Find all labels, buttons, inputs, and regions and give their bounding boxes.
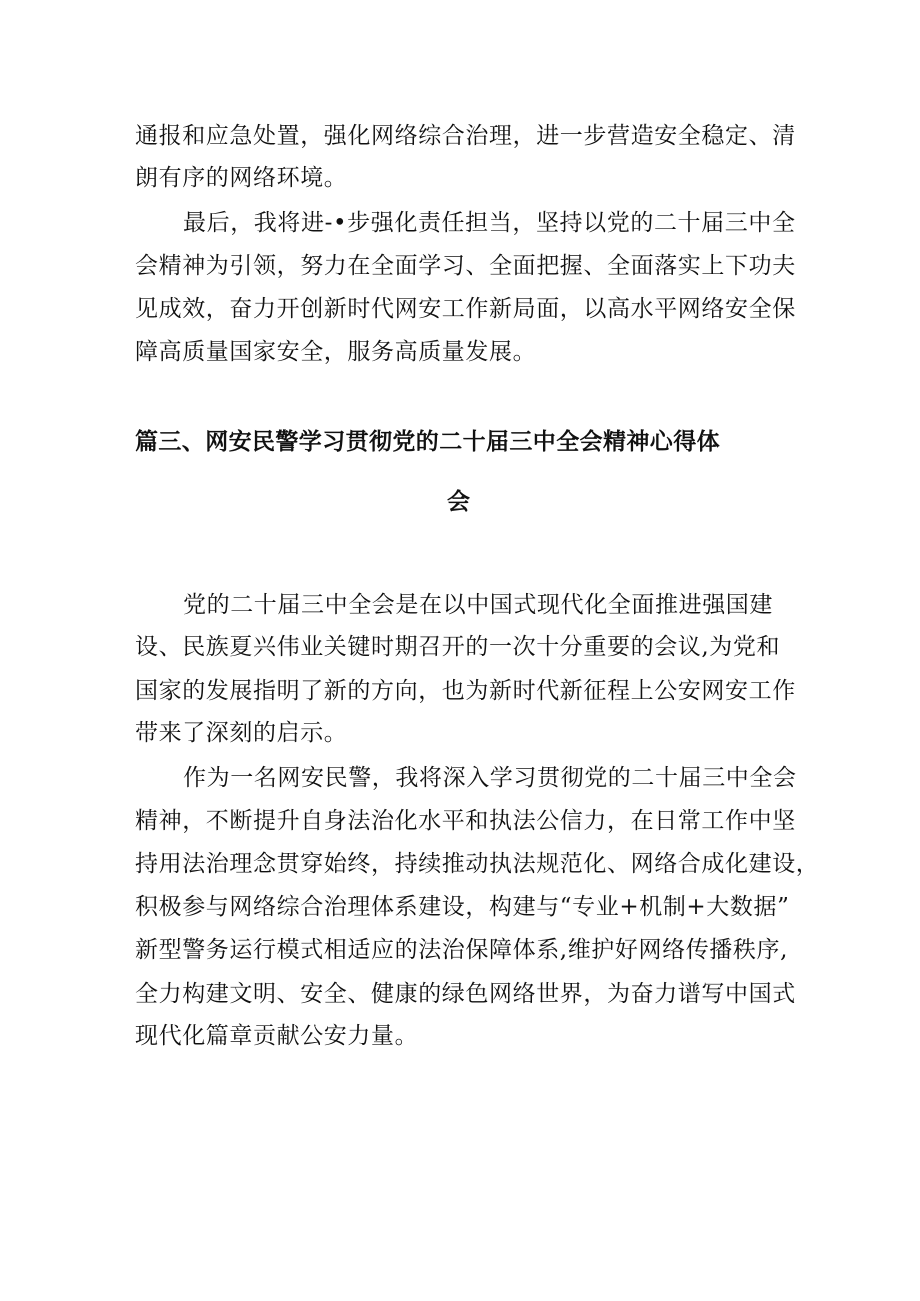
text-line: 设、民族夏兴伟业关键时期召开的一次十分重要的会议,为党和 <box>135 634 781 660</box>
text-line: 会精神为引领，努力在全面学习、全面把握、全面落实上下功夫 <box>135 253 796 279</box>
text-line: 全力构建文明、安全、健康的绿色网络世界，为奋力谱写中国式 <box>135 981 796 1007</box>
text-line: 党的二十届三中全会是在以中国式现代化全面推进强国建 <box>183 592 773 618</box>
text-line: 见成效，奋力开创新时代网安工作新局面，以高水平网络安全保 <box>135 296 796 322</box>
text-line: 持用法治理念贯穿始终，持续推动执法规范化、网络合成化建设， <box>135 851 820 877</box>
text-line: 新型警务运行模式相适应的法治保障体系,维护好网络传播秩序, <box>135 937 789 963</box>
text-line: 现代化篇章贡献公安力量。 <box>135 1023 419 1049</box>
text-line: 作为一名网安民警，我将深入学习贯彻党的二十届三中全会 <box>183 765 797 791</box>
text-line: 国家的发展指明了新的方向，也为新时代新征程上公安网安工作 <box>135 678 796 704</box>
text-line: 积极参与网络综合治理体系建设，构建与“专业+机制+大数据” <box>135 894 790 920</box>
text-line: 障高质量国家安全，服务高质量发展。 <box>135 339 537 365</box>
text-line: 通报和应急处置，强化网络综合治理，进一步营造安全稳定、清 <box>135 123 796 149</box>
text-line: 最后，我将进-•步强化责任担当，坚持以党的二十届三中全 <box>183 210 796 236</box>
text-line: 精神，不断提升自身法治化水平和执法公信力，在日常工作中坚 <box>135 808 796 834</box>
section-heading-line2: 会 <box>447 489 471 515</box>
section-heading-line1: 篇三、网安民警学习贯彻党的二十届三中全会精神心得体 <box>135 429 720 455</box>
text-line: 带来了深刻的启示。 <box>135 720 348 746</box>
text-line: 朗有序的网络环境。 <box>135 165 348 191</box>
